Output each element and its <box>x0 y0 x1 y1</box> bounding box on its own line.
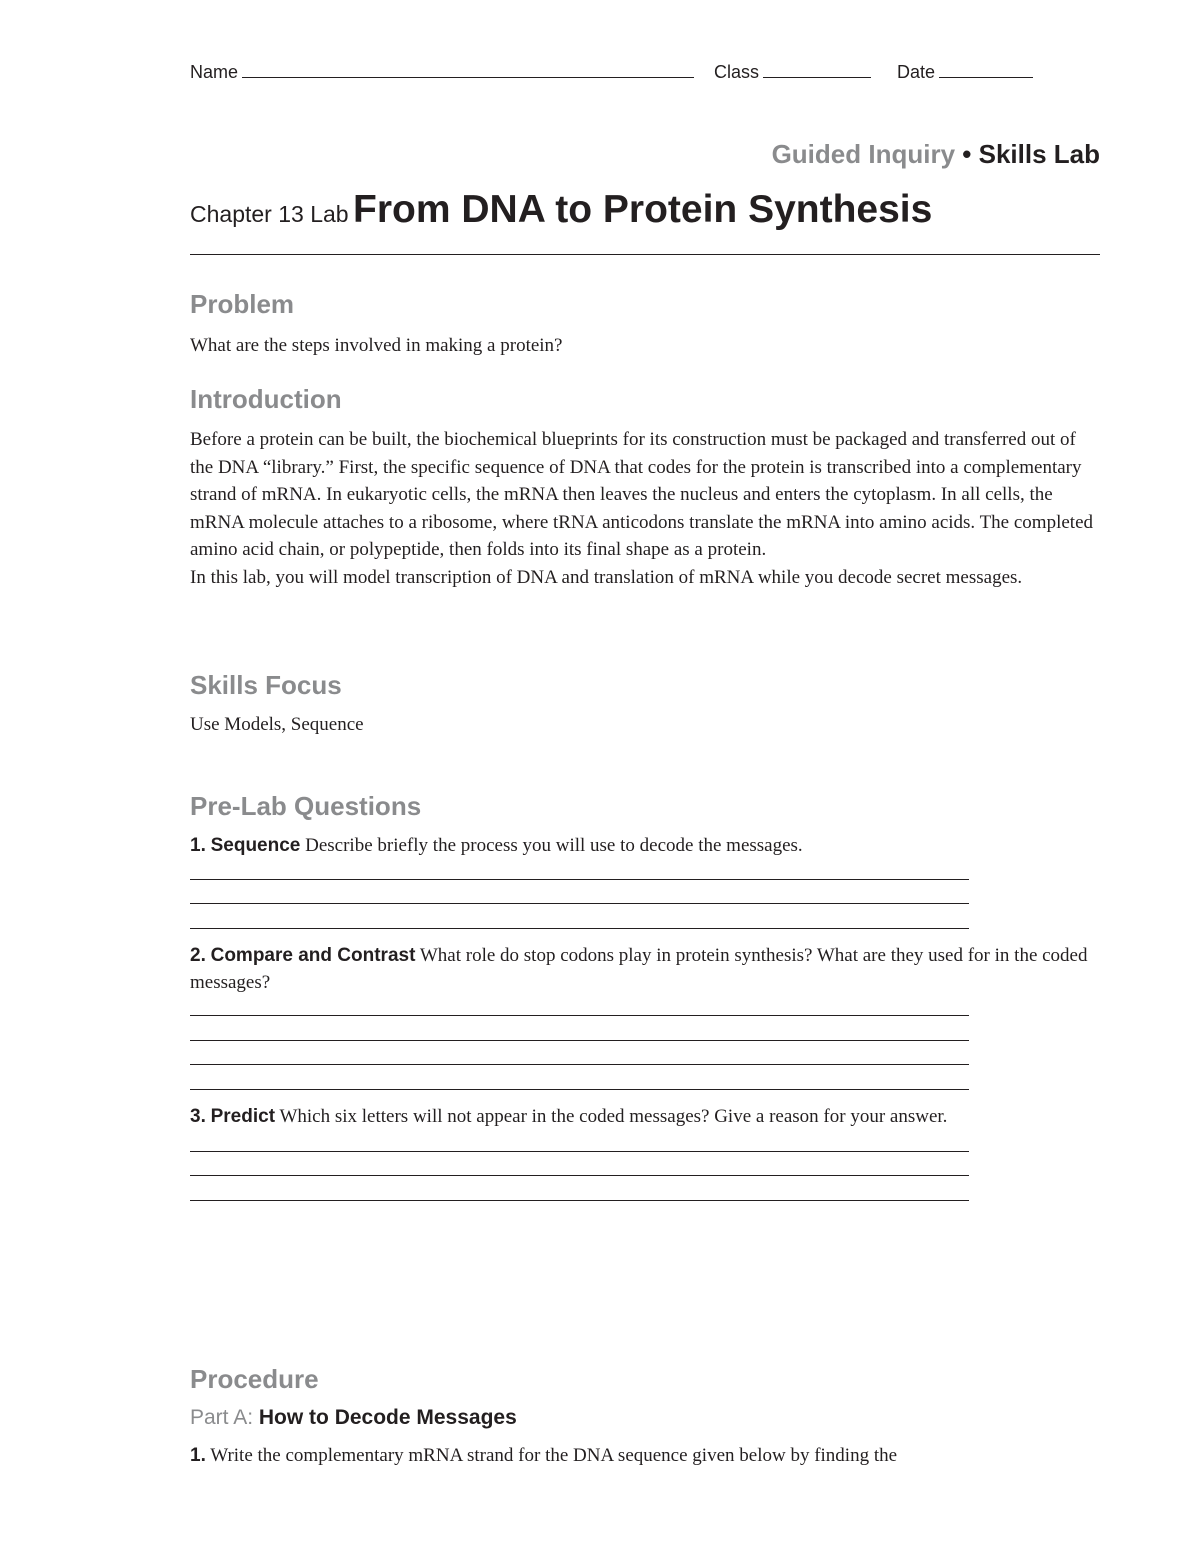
part-a-heading <box>190 1404 517 1432</box>
date-label: Date <box>897 62 936 82</box>
introduction-body <box>190 426 1102 591</box>
name-blank[interactable] <box>242 60 694 78</box>
answer-line[interactable] <box>190 1064 969 1065</box>
question-number: 1. <box>190 835 206 856</box>
problem-heading: Problem <box>190 289 295 319</box>
prelab-question-3 <box>190 1103 1102 1130</box>
answer-line[interactable] <box>190 1175 969 1176</box>
question-text: Which six letters will not appear in the coded messages? Give a reason for your answer. <box>279 1106 948 1127</box>
answer-line[interactable] <box>190 1089 969 1090</box>
prelab-heading: Pre-Lab Questions <box>190 791 422 821</box>
name-label: Name <box>190 62 239 82</box>
date-field <box>897 60 1033 83</box>
answer-line[interactable] <box>190 1040 969 1041</box>
part-title: How to Decode Messages <box>258 1406 517 1429</box>
question-skill: Predict <box>210 1106 276 1127</box>
chapter-label: Chapter 13 Lab <box>190 201 349 227</box>
question-number: 2. <box>190 945 206 966</box>
lab-title: From DNA to Protein Synthesis <box>353 188 933 231</box>
introduction-paragraph-1: Before a protein can be built, the biochemical blueprints for its construction must be packaged and transferred out of the DNA “library.” First, the specific sequence of DNA that codes for the protein is transcribed into a complementary strand of mRNA. In eukaryotic cells, the mRNA then leaves the nucleus and enters the cytoplasm. In all cells, the mRNA molecule attaches to a ribosome, where tRNA anticodons translate the mRNA into amino acids. The completed amino acid chain, or polypeptide, then folds into its final shape as a protein. <box>190 429 1094 560</box>
lab-type-eyebrow <box>772 138 1100 170</box>
part-label: Part A: <box>190 1406 254 1429</box>
question-number: 3. <box>190 1106 206 1127</box>
procedure-step-1 <box>190 1442 897 1469</box>
lab-type: Skills Lab <box>978 139 1100 169</box>
skills-focus-heading: Skills Focus <box>190 670 342 700</box>
introduction-paragraph-2: In this lab, you will model transcription of DNA and translation of mRNA while you decode secret messages. <box>190 566 1023 588</box>
answer-line[interactable] <box>190 928 969 929</box>
date-blank[interactable] <box>939 60 1033 78</box>
step-number: 1. <box>190 1445 206 1466</box>
eyebrow-separator: • <box>962 139 972 169</box>
prelab-question-1 <box>190 832 1102 859</box>
prelab-question-2 <box>190 942 1102 996</box>
name-field <box>190 60 694 83</box>
introduction-heading: Introduction <box>190 384 342 414</box>
problem-text: What are the steps involved in making a protein? <box>190 335 563 356</box>
step-text: Write the complementary mRNA strand for the DNA sequence given below by finding the <box>210 1445 898 1466</box>
procedure-heading: Procedure <box>190 1364 319 1394</box>
inquiry-type: Guided Inquiry <box>771 139 956 169</box>
class-label: Class <box>714 62 760 82</box>
answer-line[interactable] <box>190 1151 969 1152</box>
skills-focus-text: Use Models, Sequence <box>190 714 364 735</box>
question-skill: Sequence <box>210 835 301 856</box>
answer-line[interactable] <box>190 903 969 904</box>
class-blank[interactable] <box>763 60 871 78</box>
question-text: Describe briefly the process you will use to decode the messages. <box>305 835 803 856</box>
question-skill: Compare and Contrast <box>210 945 416 966</box>
question-text: What role do stop codons play in protein synthesis? What are they used for in the coded messages? <box>190 945 1088 993</box>
class-field <box>714 60 871 83</box>
page-title <box>190 188 1100 255</box>
answer-line[interactable] <box>190 1015 969 1016</box>
answer-line[interactable] <box>190 1200 969 1201</box>
answer-line[interactable] <box>190 879 969 880</box>
